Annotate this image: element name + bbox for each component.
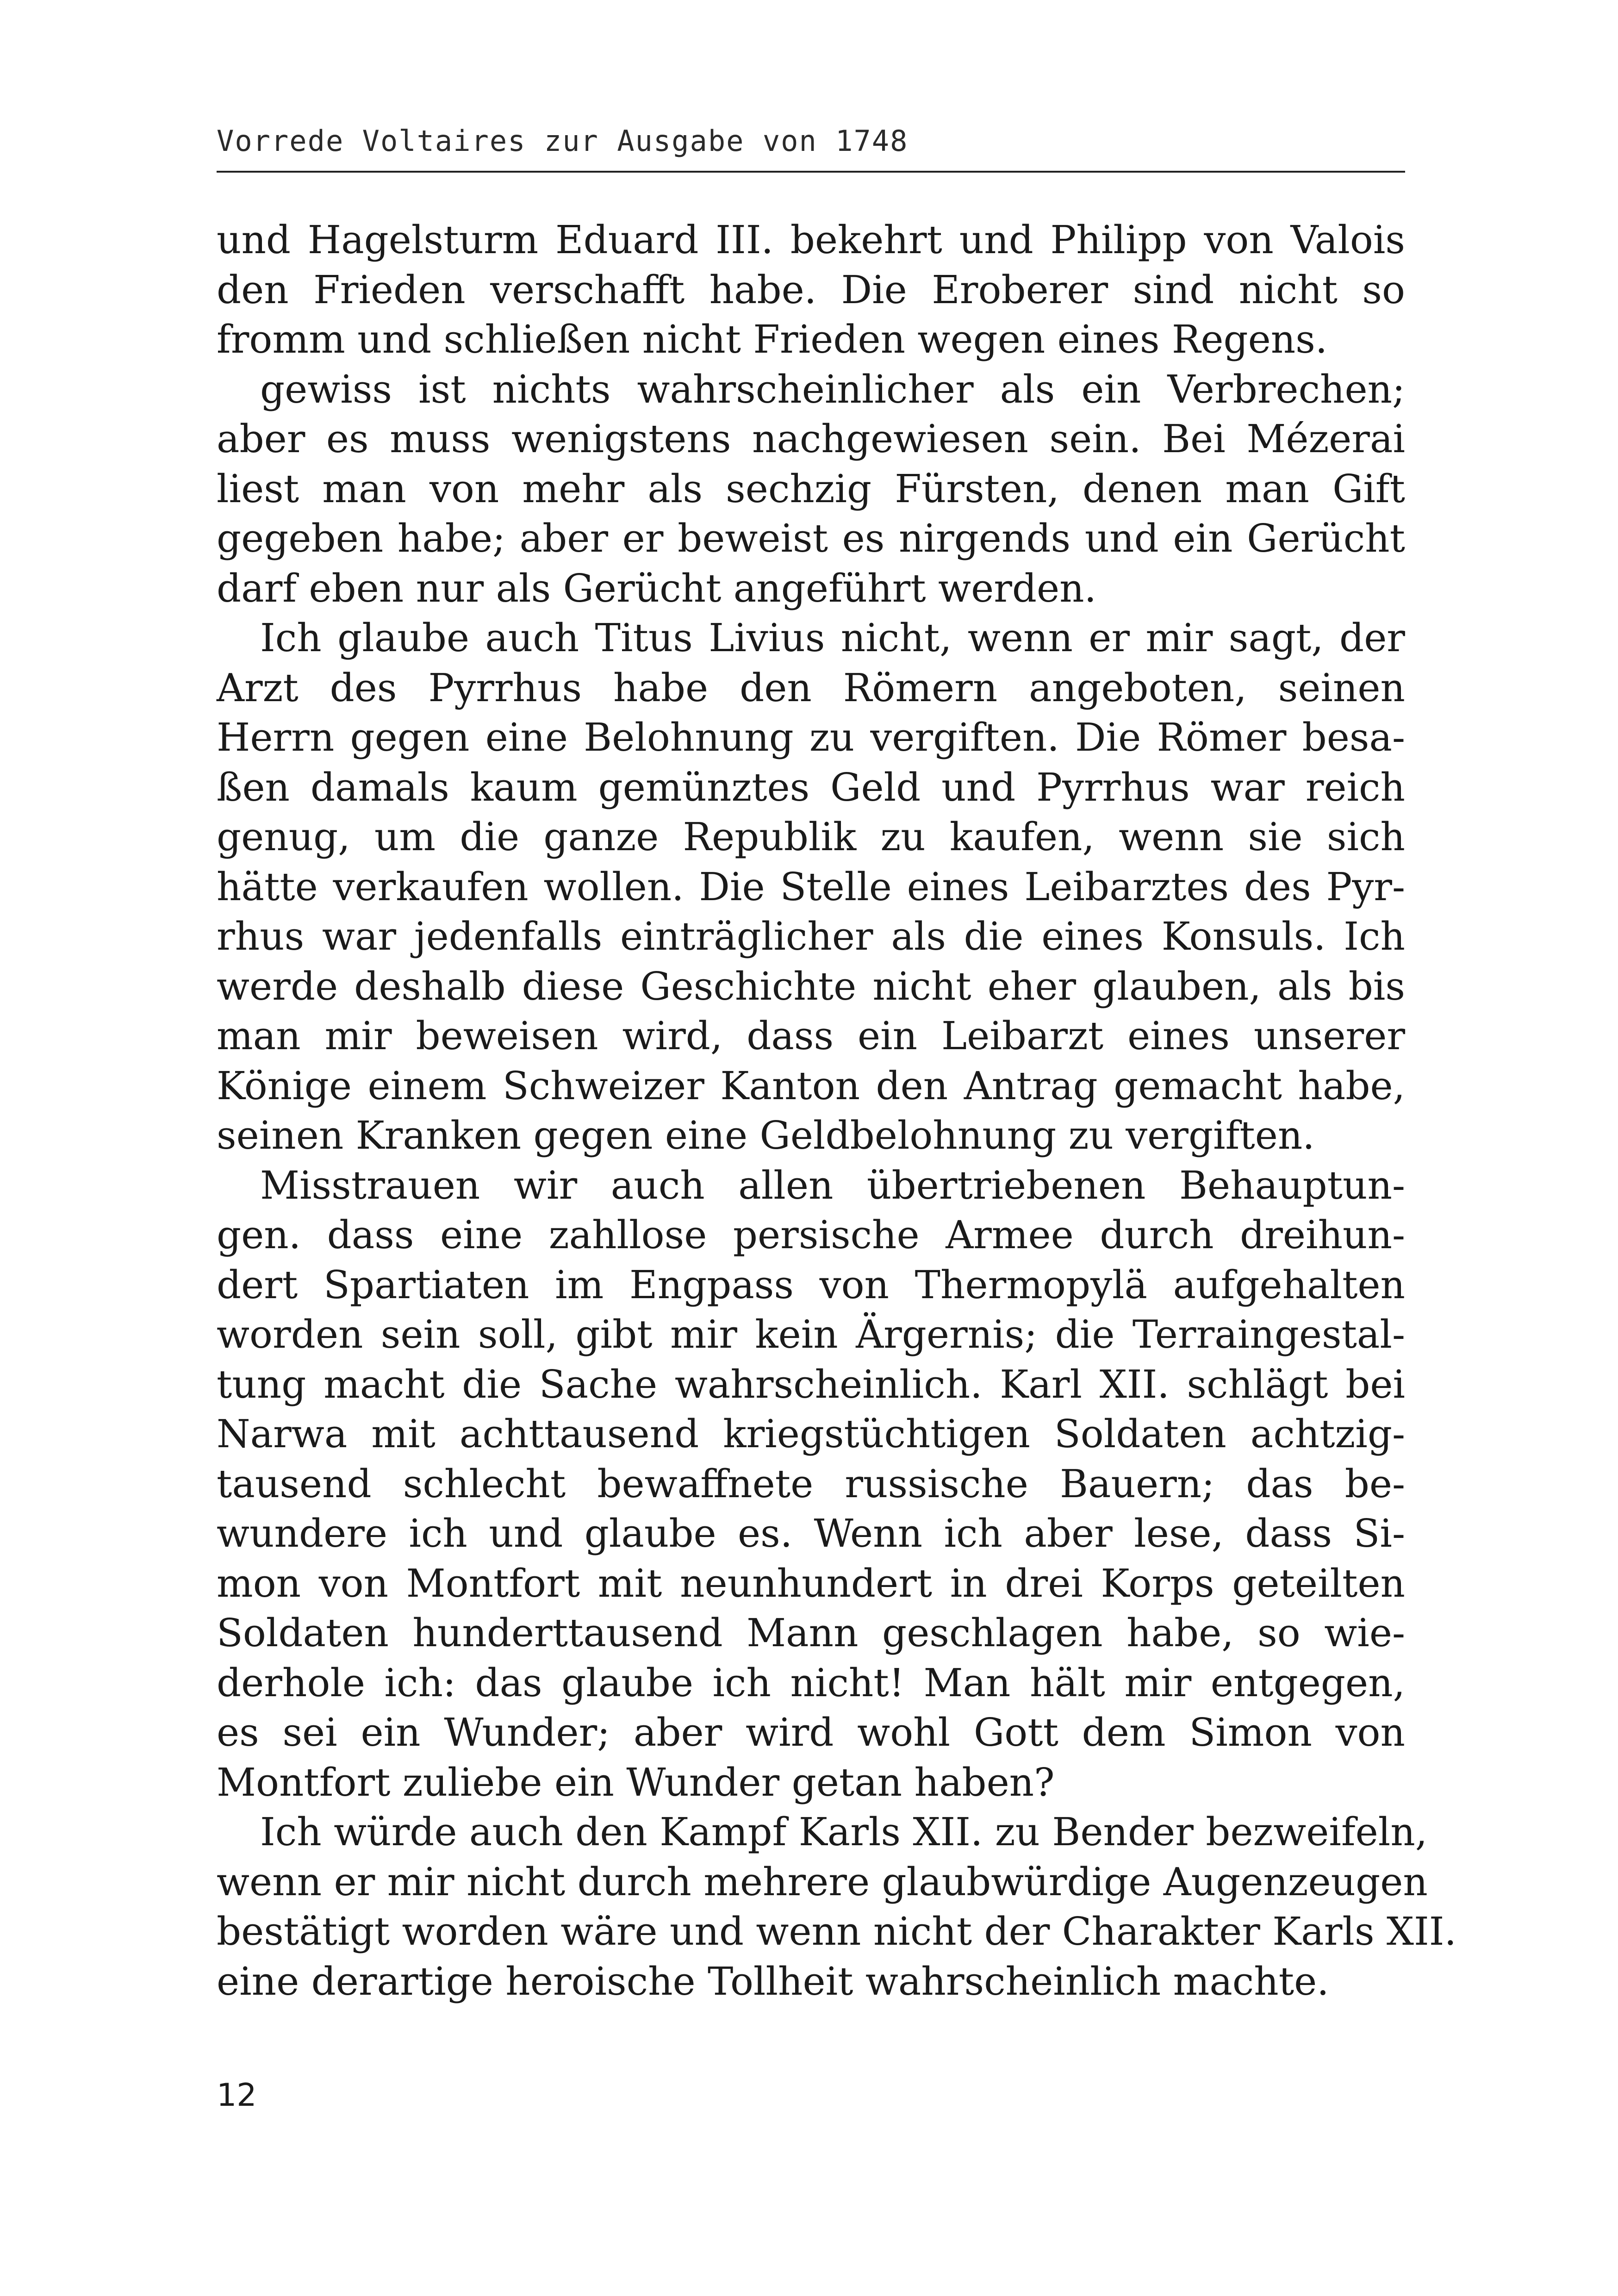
running-head: Vorrede Voltaires zur Ausgabe von 1748	[217, 124, 909, 158]
text-line: dert Spartiaten im Engpass von Thermopylä aufgehalten	[217, 1262, 1405, 1307]
paragraph	[217, 1161, 1405, 1808]
text-line: eine derartige heroische Tollheit wahrscheinlich machte.	[217, 1959, 1329, 2004]
text-line: gegeben habe; aber er beweist es nirgends und ein Gerücht	[217, 516, 1405, 561]
text-line: seinen Kranken gegen eine Geldbelohnung zu vergiften.	[217, 1113, 1315, 1158]
text-line: es sei ein Wunder; aber wird wohl Gott dem Simon von	[217, 1710, 1405, 1755]
text-line: rhus war jedenfalls einträglicher als die eines Konsuls. Ich	[217, 914, 1405, 959]
text-line: wundere ich und glaube es. Wenn ich aber lese, dass Si-	[217, 1511, 1405, 1556]
text-line: Narwa mit achttausend kriegstüchtigen Soldaten achtzig-	[217, 1412, 1405, 1456]
text-line: gewiss ist nichts wahrscheinlicher als ein Verbrechen;	[260, 367, 1405, 412]
text-line: aber es muss wenigstens nachgewiesen sein. Bei Mézerai	[217, 417, 1405, 461]
text-line: hätte verkaufen wollen. Die Stelle eines Leibarztes des Pyr-	[217, 864, 1405, 909]
paragraph	[217, 1807, 1456, 2006]
text-line: mon von Montfort mit neunhundert in drei Korps geteilten	[217, 1561, 1405, 1606]
text-line: derhole ich: das glaube ich nicht! Man hält mir entgegen,	[217, 1660, 1405, 1705]
text-line: worden sein soll, gibt mir kein Ärgernis; die Terraingestal-	[217, 1312, 1405, 1357]
text-line: wenn er mir nicht durch mehrere glaubwürdige Augenzeugen	[217, 1859, 1428, 1904]
text-line: Ich würde auch den Kampf Karls XII. zu Bender bezweifeln,	[260, 1810, 1428, 1854]
text-line: Könige einem Schweizer Kanton den Antrag gemacht habe,	[217, 1063, 1405, 1108]
paragraph	[217, 613, 1405, 1161]
text-line: ßen damals kaum gemünztes Geld und Pyrrhus war reich	[217, 765, 1405, 810]
text-line: bestätigt worden wäre und wenn nicht der Charakter Karls XII.	[217, 1909, 1456, 1954]
text-line: tung macht die Sache wahrscheinlich. Karl XII. schlägt bei	[217, 1362, 1405, 1407]
page-number: 12	[217, 2077, 257, 2114]
text-line: Arzt des Pyrrhus habe den Römern angeboten, seinen	[217, 665, 1405, 710]
text-line: tausend schlecht bewaffnete russische Bauern; das be-	[217, 1461, 1405, 1506]
text-line: fromm und schließen nicht Frieden wegen eines Regens.	[217, 317, 1328, 362]
text-line: Herrn gegen eine Belohnung zu vergiften. Die Römer besa-	[217, 715, 1405, 760]
paragraph	[217, 365, 1405, 614]
text-line: Misstrauen wir auch allen übertriebenen Behauptun-	[260, 1163, 1405, 1208]
text-line: den Frieden verschafft habe. Die Eroberer sind nicht so	[217, 267, 1405, 312]
text-line: werde deshalb diese Geschichte nicht eher glauben, als bis	[217, 964, 1405, 1009]
header-rule	[217, 171, 1405, 173]
text-line: Montfort zuliebe ein Wunder getan haben?	[217, 1760, 1055, 1805]
text-line: Ich glaube auch Titus Livius nicht, wenn er mir sagt, der	[260, 616, 1405, 660]
text-line: genug, um die ganze Republik zu kaufen, wenn sie sich	[217, 815, 1405, 859]
body-text	[217, 215, 1456, 2006]
text-line: man mir beweisen wird, dass ein Leibarzt eines unserer	[217, 1014, 1405, 1058]
text-line: und Hagelsturm Eduard III. bekehrt und Philipp von Valois	[217, 218, 1405, 262]
paragraph	[217, 215, 1405, 365]
text-line: Soldaten hunderttausend Mann geschlagen habe, so wie-	[217, 1611, 1405, 1655]
text-line: darf eben nur als Gerücht angeführt werden.	[217, 566, 1096, 611]
text-line: liest man von mehr als sechzig Fürsten, denen man Gift	[217, 466, 1405, 511]
text-line: gen. dass eine zahllose persische Armee durch dreihun-	[217, 1213, 1405, 1257]
